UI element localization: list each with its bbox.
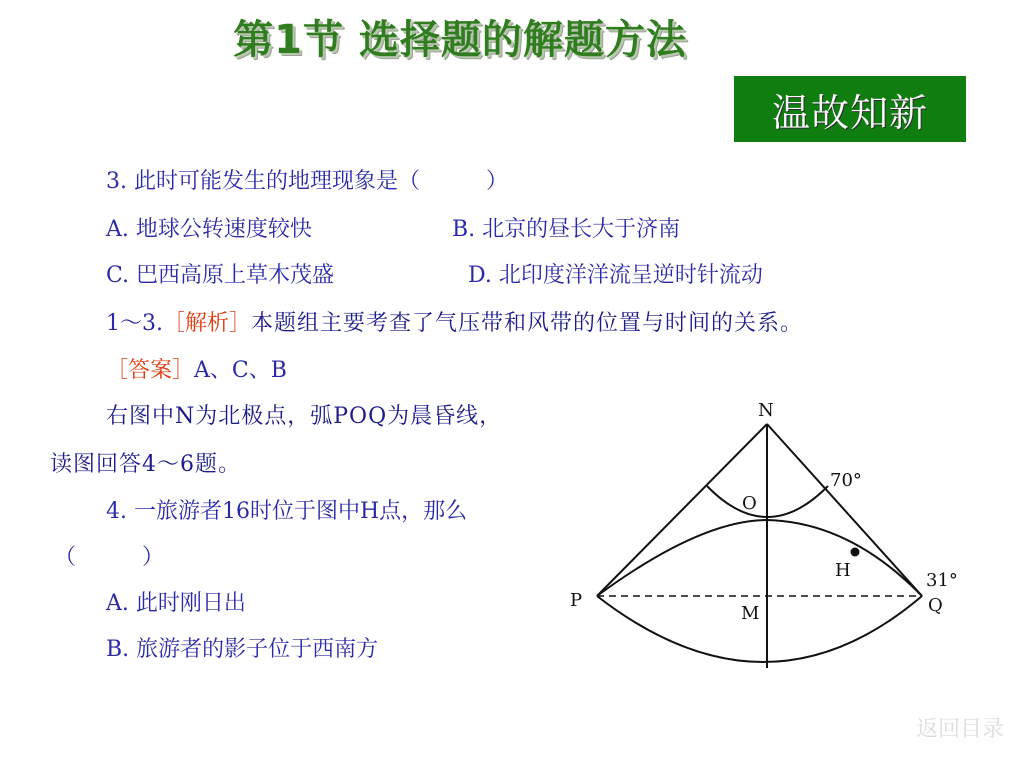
answer-text: A、C、B xyxy=(194,358,287,383)
analysis-tag: ［解析］ xyxy=(163,311,252,336)
question-4-paren: （ ） xyxy=(54,545,165,570)
question-4-option-b: B. 旅游者的影子位于西南方 xyxy=(106,637,379,662)
page-title: 第1节 选择题的解题方法 xyxy=(233,17,687,63)
diagram-angle-31: 31° xyxy=(926,570,958,591)
diagram-label-q: Q xyxy=(928,595,943,616)
question-3-stem: 3. 此时可能发生的地理现象是（ ） xyxy=(106,169,508,194)
review-badge[interactable]: 温故知新 xyxy=(734,76,966,142)
analysis-line xyxy=(106,310,803,338)
analysis-prefix: 1～3. xyxy=(106,311,163,336)
diagram-terminator-arc xyxy=(597,520,922,596)
intro-line-1: 右图中N为北极点，弧POQ为晨昏线， xyxy=(106,404,503,429)
back-to-contents-link[interactable]: 返回目录 xyxy=(916,717,1005,742)
analysis-text: 本题组主要考查了气压带和风带的位置与时间的关系。 xyxy=(251,311,804,336)
diagram-point-h xyxy=(851,548,860,557)
intro-line-2: 读图回答4～6题。 xyxy=(50,452,241,477)
diagram-label-n: N xyxy=(758,400,774,421)
question-4-option-a: A. 此时刚日出 xyxy=(106,591,246,616)
question-4-stem: 4. 一旅游者16时位于图中H点，那么 xyxy=(106,499,468,524)
diagram-label-o: O xyxy=(742,493,757,514)
answer-tag: ［答案］ xyxy=(106,358,195,383)
question-3-option-b: B. 北京的昼长大于济南 xyxy=(452,217,681,242)
polar-diagram xyxy=(560,395,980,685)
diagram-label-p: P xyxy=(570,590,583,611)
question-3-option-c: C. 巴西高原上草木茂盛 xyxy=(106,263,335,288)
diagram-equator-arc xyxy=(597,596,922,662)
diagram-angle-70: 70° xyxy=(830,470,862,491)
answer-line xyxy=(106,357,287,385)
question-3-option-a: A. 地球公转速度较快 xyxy=(106,217,312,242)
diagram-label-h: H xyxy=(835,560,851,581)
question-3-option-d: D. 北印度洋洋流呈逆时针流动 xyxy=(468,263,763,288)
diagram-label-m: M xyxy=(741,603,760,624)
